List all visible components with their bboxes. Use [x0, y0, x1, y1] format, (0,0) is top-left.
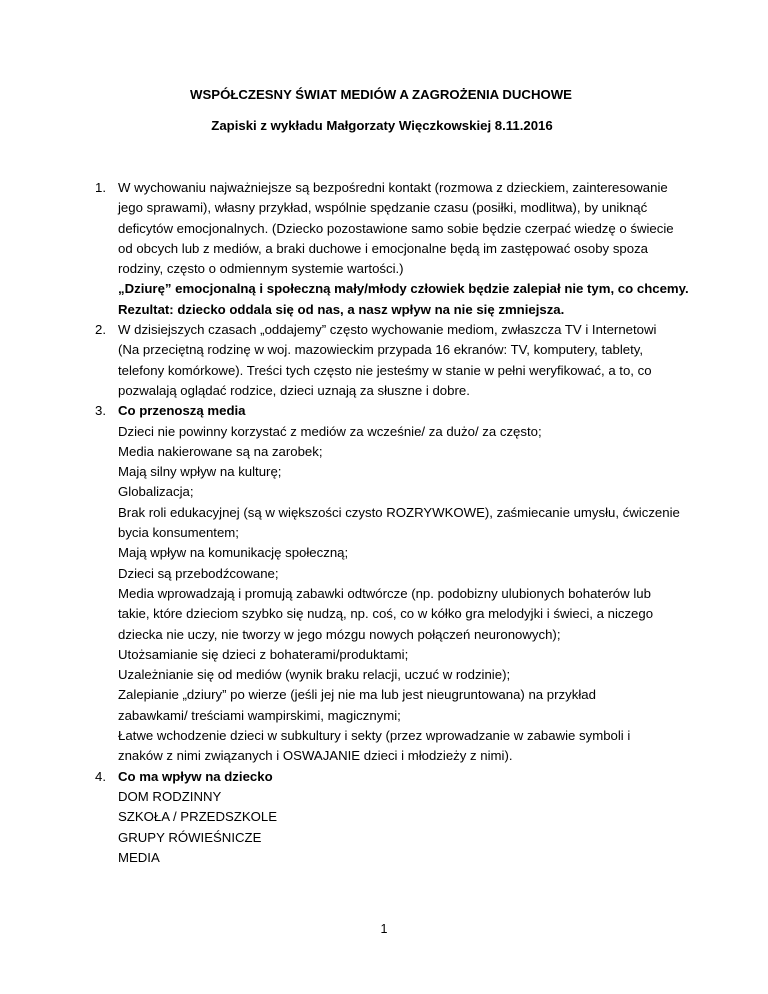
bold-text-line: Rezultat: dziecko oddala się od nas, a nasz wpływ na nie się zmniejsza. [118, 301, 565, 317]
list-item-3 [89, 401, 729, 766]
text-line: deficytów emocjonalnych. (Dziecko pozostawione samo sobie będzie czerpać wiedzę o świecie [118, 220, 674, 236]
text-line: Brak roli edukacyjnej (są w większości czysto ROZRYWKOWE), zaśmiecanie umysłu, ćwiczenie [118, 504, 680, 520]
text-line: Mają wpływ na komunikację społeczną; [118, 545, 349, 561]
list-number: 1. [95, 180, 106, 195]
text-line: dziecka nie uczy, nie tworzy w jego mózgu nowych połączeń neuronowych); [118, 626, 561, 642]
text-line: MEDIA [118, 849, 160, 865]
list-item-1 [89, 178, 729, 320]
text-line: W wychowaniu najważniejsze są bezpośredni kontakt (rozmowa z dzieckiem, zainteresowanie [118, 180, 668, 195]
text-line: Dzieci są przebodźcowane; [118, 565, 279, 581]
text-line: GRUPY RÓWIEŚNICZE [118, 829, 262, 845]
text-line: Łatwe wchodzenie dzieci w subkultury i sekty (przez wprowadzanie w zabawie symboli i [118, 728, 631, 744]
text-line: DOM RODZINNY [118, 788, 222, 804]
list-item-2 [89, 320, 729, 401]
page-number: 1 [380, 922, 388, 936]
text-line: Zalepianie „dziury” po wierze (jeśli jej nie ma lub jest nieugruntowana) na przykład [118, 687, 596, 703]
text-line: Media nakierowane są na zarobek; [118, 443, 323, 459]
text-line: SZKOŁA / PRZEDSZKOLE [118, 809, 278, 825]
text-line: bycia konsumentem; [118, 525, 239, 541]
text-line: od obcych lub z mediów, a braki duchowe i emocjonalne będą im zastępować osoby spoza [118, 240, 649, 256]
text-line: Dzieci nie powinny korzystać z mediów za wcześnie/ za dużo/ za często; [118, 423, 542, 439]
list-item-4 [89, 767, 729, 868]
text-line: rodziny, często o odmiennym systemie wartości.) [118, 261, 404, 277]
text-line: zabawkami/ treściami wampirskimi, magicznymi; [118, 707, 401, 723]
text-line: Globalizacja; [118, 484, 194, 500]
section-heading: Co przenoszą media [118, 403, 246, 419]
section-heading: Co ma wpływ na dziecko [118, 768, 273, 784]
text-line: Utożsamianie się dzieci z bohaterami/produktami; [118, 646, 409, 662]
bold-text-line: „Dziurę” emocjonalną i społeczną mały/młody człowiek będzie zalepiał nie tym, co chcemy. [118, 281, 689, 297]
text-line: znaków z nimi związanych i OSWAJANIE dzieci i młodzieży z nimi). [118, 748, 513, 764]
document-title: WSPÓŁCZESNY ŚWIAT MEDIÓW A ZAGROŻENIA DUCHOWE [190, 87, 572, 102]
numbered-list [89, 178, 729, 868]
text-line: Media wprowadzają i promują zabawki odtwórcze (np. podobizny ulubionych bohaterów lub [118, 585, 651, 601]
text-line: W dzisiejszych czasach „oddajemy” często wychowanie mediom, zwłaszcza TV i Internetowi [118, 322, 657, 338]
list-number: 3. [95, 403, 106, 419]
text-line: (Na przeciętną rodzinę w woj. mazowieckim przypada 16 ekranów: TV, komputery, tablety, [118, 342, 644, 358]
text-line: jego sprawami), własny przykład, wspólnie spędzanie czasu (posiłki, modlitwa), by uniknąć [118, 200, 648, 216]
text-line: pozwalają oglądać rodzice, dzieci uznają za słuszne i dobre. [118, 382, 470, 398]
document-subtitle: Zapiski z wykładu Małgorzaty Więczkowskiej 8.11.2016 [211, 118, 553, 133]
text-line: Mają silny wpływ na kulturę; [118, 464, 282, 480]
text-line: takie, które dzieciom szybko się nudzą, np. coś, co w kółko gra melodyjki i świeci, a niczego [118, 606, 654, 622]
list-number: 4. [95, 768, 106, 784]
list-number: 2. [95, 322, 106, 338]
text-line: telefony komórkowe). Treści tych często nie jesteśmy w stanie w pełni weryfikować, a to, co [118, 362, 652, 378]
text-line: Uzależnianie się od mediów (wynik braku relacji, uczuć w rodzinie); [118, 667, 511, 683]
